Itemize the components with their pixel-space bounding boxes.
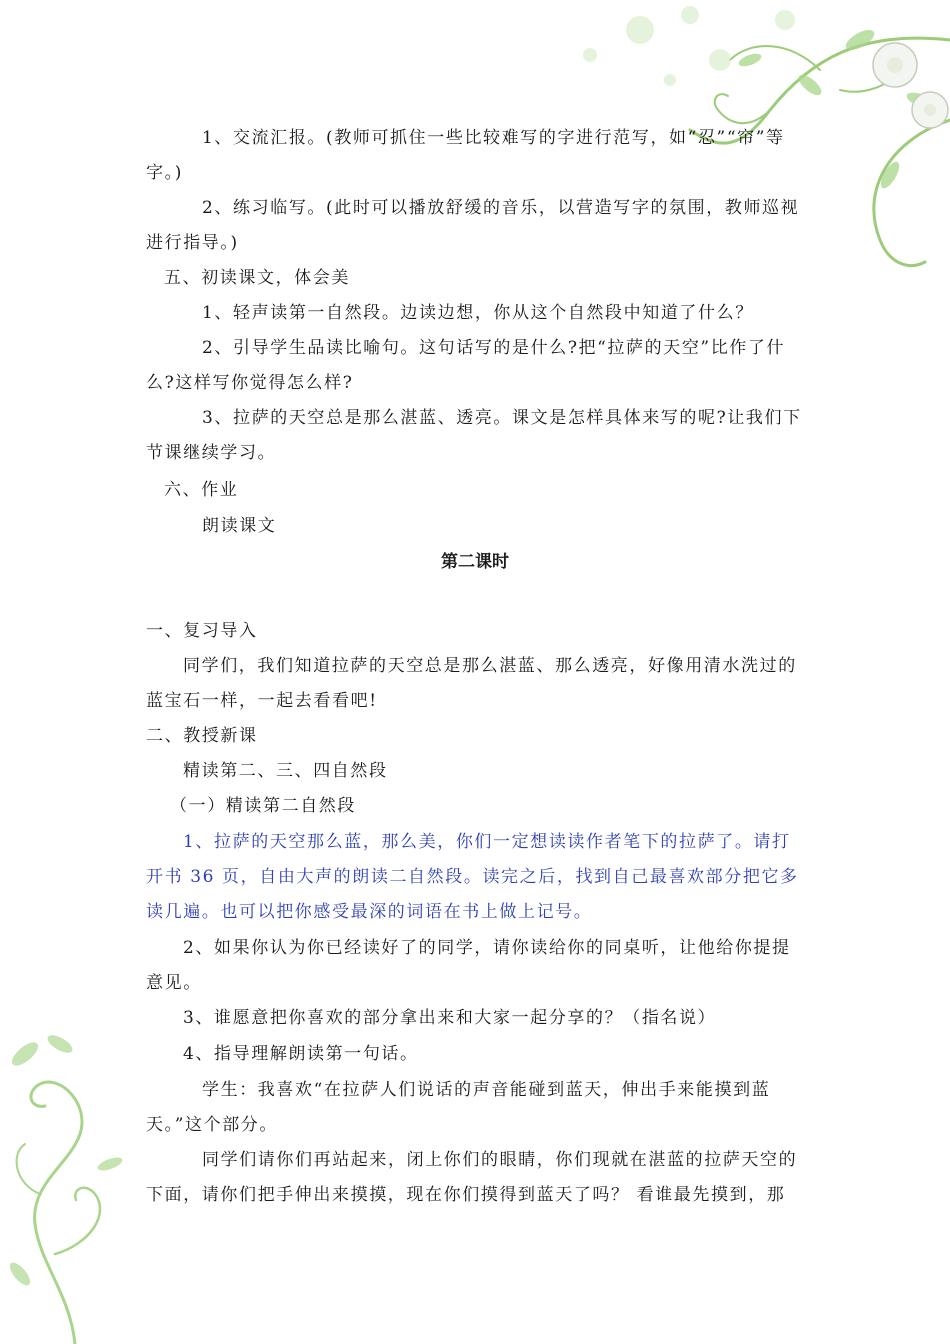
paragraph: 同学们请你们再站起来，闭上你们的眼睛，你们现就在湛蓝的拉萨天空的下面，请你们把手伸出来摸摸，现在你们摸得到蓝天了吗？ 看谁最先摸到，那 (146, 1150, 798, 1205)
section-heading: 五、初读课文，体会美 (164, 268, 350, 288)
paragraph: 朗读课文 (202, 516, 277, 536)
section-heading: 二、教授新课 (146, 726, 258, 746)
paragraph: 2、练习临写。(此时可以播放舒缓的音乐，以营造写字的氛围，教师巡视进行指导。) (146, 198, 800, 253)
paragraph: 2、如果你认为你已经读好了的同学，请你读给你的同桌听，让他给你提提意见。 (146, 938, 791, 993)
paragraph: 4、指导理解朗读第一句话。 (183, 1044, 419, 1064)
subsection-heading: （一）精读第二自然段 (170, 796, 356, 816)
paragraph: 1、交流汇报。(教师可抓住一些比较难写的字进行范写，如“忍”“帘”等字。) (146, 128, 785, 183)
paragraph: 精读第二、三、四自然段 (183, 761, 388, 781)
section-heading: 一、复习导入 (146, 621, 258, 641)
paragraph: 学生：我喜欢“在拉萨人们说话的声音能碰到蓝天，伸出手来能摸到蓝天。”这个部分。 (146, 1080, 771, 1135)
lesson-title: 第二课时 (441, 552, 509, 572)
paragraph: 同学们，我们知道拉萨的天空总是那么湛蓝、那么透亮，好像用清水洗过的蓝宝石一样，一起去看看吧! (146, 656, 797, 711)
paragraph: 3、拉萨的天空总是那么湛蓝、透亮。课文是怎样具体来写的呢?让我们下节课继续学习。 (146, 408, 802, 463)
paragraph: 3、谁愿意把你喜欢的部分拿出来和大家一起分享的？（指名说） (183, 1008, 717, 1028)
highlighted-paragraph: 1、拉萨的天空那么蓝，那么美，你们一定想读读作者笔下的拉萨了。请打开书 36 页，自由大声的朗读二自然段。读完之后，找到自己最喜欢部分把它多读几遍。也可以把你感受最深的词语在书上做上记号。 (146, 832, 799, 922)
section-heading: 六、作业 (164, 480, 239, 500)
paragraph: 2、引导学生品读比喻句。这句话写的是什么?把“拉萨的天空”比作了什么?这样写你觉得怎么样? (146, 338, 786, 393)
paragraph: 1、轻声读第一自然段。边读边想，你从这个自然段中知道了什么？ (202, 303, 754, 323)
floral-swirl-decoration (0, 1014, 150, 1344)
